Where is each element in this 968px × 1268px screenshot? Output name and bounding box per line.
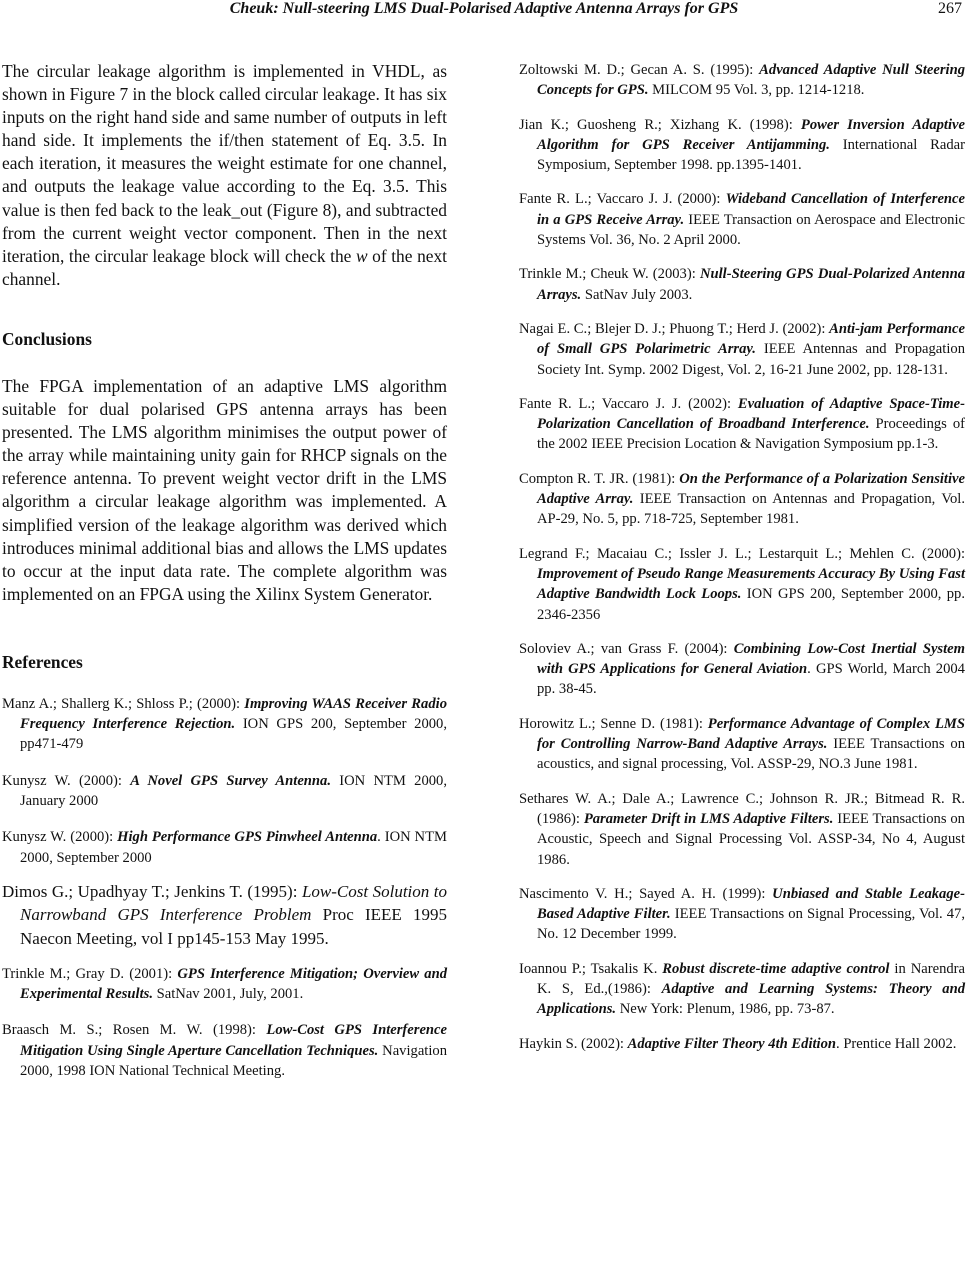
reference-item: Kunysz W. (2000): High Performance GPS Pinwheel Antenna. ION NTM 2000, September 2000 [2,829,447,866]
body-paragraph: The circular leakage algorithm is implemented in VHDL, as shown in Figure 7 in the block called circular leakage. It has six inputs on the right hand side and same number of outputs in left hand side. It implements the if/then statement of Eq. 3.5. In each iteration, it measures the weight estimate for one channel, and outputs the leakage value according to the Eq. 3.5. This value is then fed back to the leak_out (Figure 8), and subtracted from the current weight vector component. Then in the next iteration, the circular leakage block will check the w of the next channel. [2,61,448,289]
reference-item: Jian K.; Guosheng R.; Xizhang K. (1998): Power Inversion Adaptive Algorithm for GPS Receiver Antijamming. International Radar Symposium, September 1998. pp.1395-1401. [519,116,966,174]
right-column [519,60,965,1054]
reference-item: Horowitz L.; Senne D. (1981): Performance Advantage of Complex LMS for Controlling Narrow-Band Adaptive Arrays. IEEE Transactions on acoustics, and signal processing, Vol. ASSP-29, NO.3 June 1981. [519,715,965,773]
reference-item: Trinkle M.; Cheuk W. (2003): Null-Steering GPS Dual-Polarized Antenna Arrays. SatNav July 2003. [519,266,965,303]
reference-item: Fante R. L.; Vaccaro J. J. (2000): Wideband Cancellation of Interference in a GPS Receive Array. IEEE Transaction on Aerospace and Electronic Systems Vol. 36, No. 2 April 2000. [519,191,965,249]
weight-symbol: w [355,245,368,266]
reference-item: Kunysz W. (2000): A Novel GPS Survey Antenna. ION NTM 2000, January 2000 [2,772,447,810]
section-heading-references: References [2,651,83,672]
page-header [0,0,968,22]
reference-item: Trinkle M.; Gray D. (2001): GPS Interference Mitigation; Overview and Experimental Results. SatNav 2001, July, 2001. [2,965,447,1003]
reference-item: Legrand F.; Macaiau C.; Issler J. L.; Lestarquit L.; Mehlen C. (2000): Improvement of Pseudo Range Measurements Accuracy By Using Fast Adaptive Bandwidth Lock Loops. ION GPS 200, September 2000, pp. 2346-2356 [519,545,965,623]
reference-item: Nagai E. C.; Blejer D. J.; Phuong T.; Herd J. (2002): Anti-jam Performance of Small GPS Polarimetric Array. IEEE Antennas and Propagation Society Int. Symp. 2002 Digest, Vol. 2, 16-21 June 2002, pp. 128-131. [519,320,965,378]
left-column [2,60,447,1081]
running-title: Cheuk: Null-steering LMS Dual-Polarised Adaptive Antenna Arrays for GPS [229,0,739,17]
reference-item: Soloviev A.; van Grass F. (2004): Combining Low-Cost Inertial System with GPS Applications for General Aviation. GPS World, March 2004 pp. 38-45. [519,640,965,698]
reference-item: Braasch M. S.; Rosen M. W. (1998): Low-Cost GPS Interference Mitigation Using Single Aperture Cancellation Techniques. Navigation 2000, 1998 ION National Technical Meeting. [2,1022,447,1080]
reference-item: Haykin S. (2002): Adaptive Filter Theory 4th Edition. Prentice Hall 2002. [519,1035,957,1052]
section-heading-conclusions: Conclusions [2,328,92,349]
reference-item: Zoltowski M. D.; Gecan A. S. (1995): Advanced Adaptive Null Steering Concepts for GPS. MILCOM 95 Vol. 3, pp. 1214-1218. [519,62,965,99]
reference-item: Sethares W. A.; Dale A.; Lawrence C.; Johnson R. JR.; Bitmead R. R. (1986): Parameter Drift in LMS Adaptive Filters. IEEE Transactions on Acoustic, Speech and Signal Processing Vol. ASSP-34, No 4, August 1986. [519,790,965,868]
reference-item: Ioannou P.; Tsakalis K. Robust discrete-time adaptive control in Narendra K. S, Ed.,(1986): Adaptive and Learning Systems: Theory and Applications. New York: Plenum, 1986, pp. 73-87. [519,960,965,1018]
reference-item: Manz A.; Shallerg K.; Shloss P.; (2000): Improving WAAS Receiver Radio Frequency Interference Rejection. ION GPS 200, September 2000, pp471-479 [2,695,447,753]
reference-item: Fante R. L.; Vaccaro J. J. (2002): Evaluation of Adaptive Space-Time-Polarization Cancellation of Broadband Interference. Proceedings of the 2002 IEEE Precision Location & Navigation Symposium pp.1-3. [519,395,965,453]
reference-item: Compton R. T. JR. (1981): On the Performance of a Polarization Sensitive Adaptive Array. IEEE Transaction on Antennas and Propagation, Vol. AP-29, No. 5, pp. 718-725, September 1981. [519,470,965,528]
page-number: 267 [938,0,962,17]
conclusions-paragraph: The FPGA implementation of an adaptive LMS algorithm suitable for dual polarised GPS antenna arrays has been presented. The LMS algorithm minimises the output power of the array while maintaining unity gain for RHCP signals on the reference antenna. To prevent weight vector drift in the LMS algorithm a circular leakage algorithm was implemented. A simplified version of the leakage algorithm was derived which introduces minimal additional bias and allows the LMS updates to occur at the input data rate. The complete algorithm was implemented on an FPGA using the Xilinx System Generator. [2,375,447,604]
reference-item: Dimos G.; Upadhyay T.; Jenkins T. (1995): Low-Cost Solution to Narrowband GPS Interference Problem Proc IEEE 1995 Naecon Meeting, vol I pp145-153 May 1995. [2,881,448,948]
reference-item: Nascimento V. H.; Sayed A. H. (1999): Unbiased and Stable Leakage-Based Adaptive Filter. IEEE Transactions on Signal Processing, Vol. 47, No. 12 December 1999. [519,885,966,943]
